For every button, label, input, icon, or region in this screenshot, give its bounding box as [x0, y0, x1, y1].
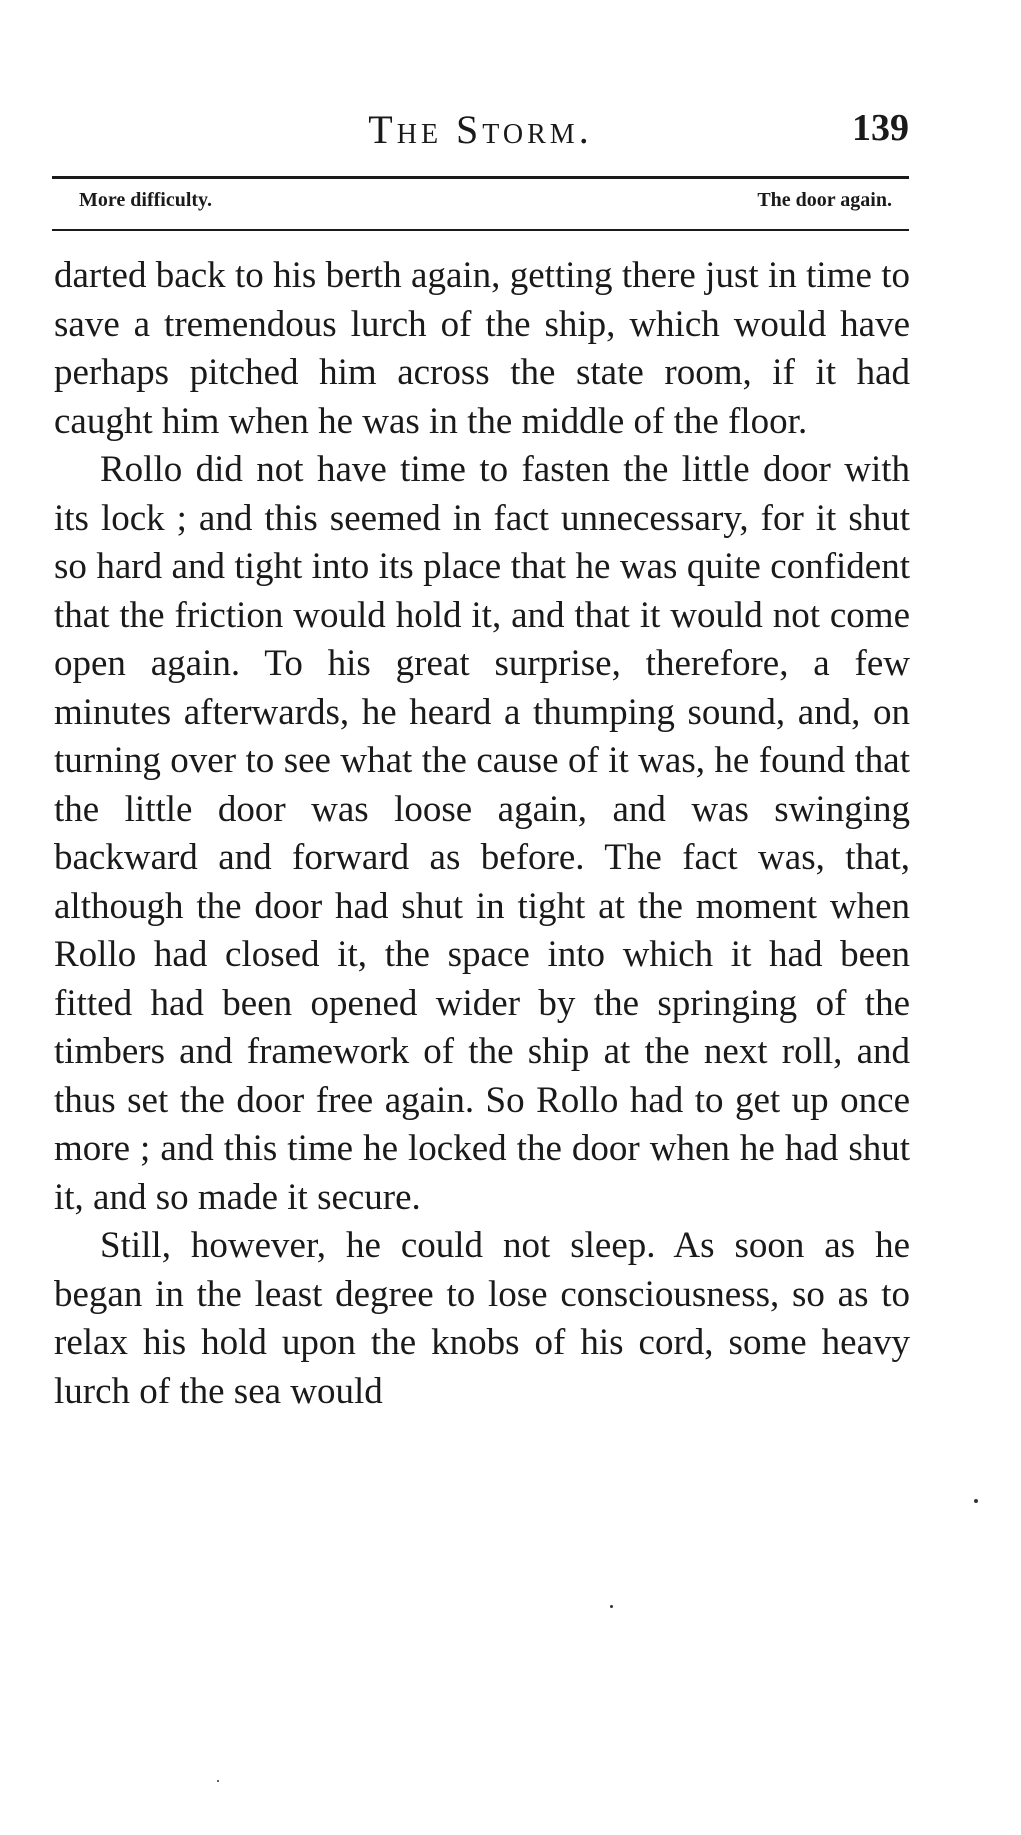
side-note-left: More difficulty. — [79, 189, 212, 211]
header-rule-bottom — [52, 229, 909, 231]
scan-speck — [217, 1780, 219, 1782]
page-number: 139 — [852, 107, 909, 149]
running-head — [52, 98, 909, 158]
paragraph-1: darted back to his berth again, getting there just in time to save a tremendous lurch of the ship, which would have perhaps pitched him across the state room, if it had caught him when he was in the middle of the floor. — [54, 255, 910, 442]
side-note-right: The door again. — [757, 189, 892, 211]
paragraph-3: Still, however, he could not sleep. As soon as he began in the least degree to lose consciousness, so as to relax his hold upon the knobs of his cord, some heavy lurch of the sea would — [54, 1225, 910, 1412]
paragraph-2: Rollo did not have time to fasten the little door with its lock ; and this seemed in fact unnecessary, for it shut so hard and tight into its place that he was quite confident that the friction would hold it, and that it would not come open again. To his great surprise, therefore, a few minutes afterwards, he heard a thumping sound, and, on turning over to see what the cause of it was, he found that the little door was loose again, and was swinging backward and forward as before. The fact was, that, although the door had shut in tight at the moment when Rollo had closed it, the space into which it had been fitted had been opened wider by the springing of the timbers and framework of the ship at the next roll, and thus set the door free again. So Rollo had to get up once more ; and this time he locked the door when he had shut it, and so made it secure. — [54, 449, 910, 1218]
header-rule-top — [52, 176, 909, 179]
scan-speck — [610, 1605, 613, 1608]
body-text — [54, 252, 910, 1416]
running-title: The Storm. — [368, 107, 593, 152]
scan-speck — [974, 1499, 978, 1503]
